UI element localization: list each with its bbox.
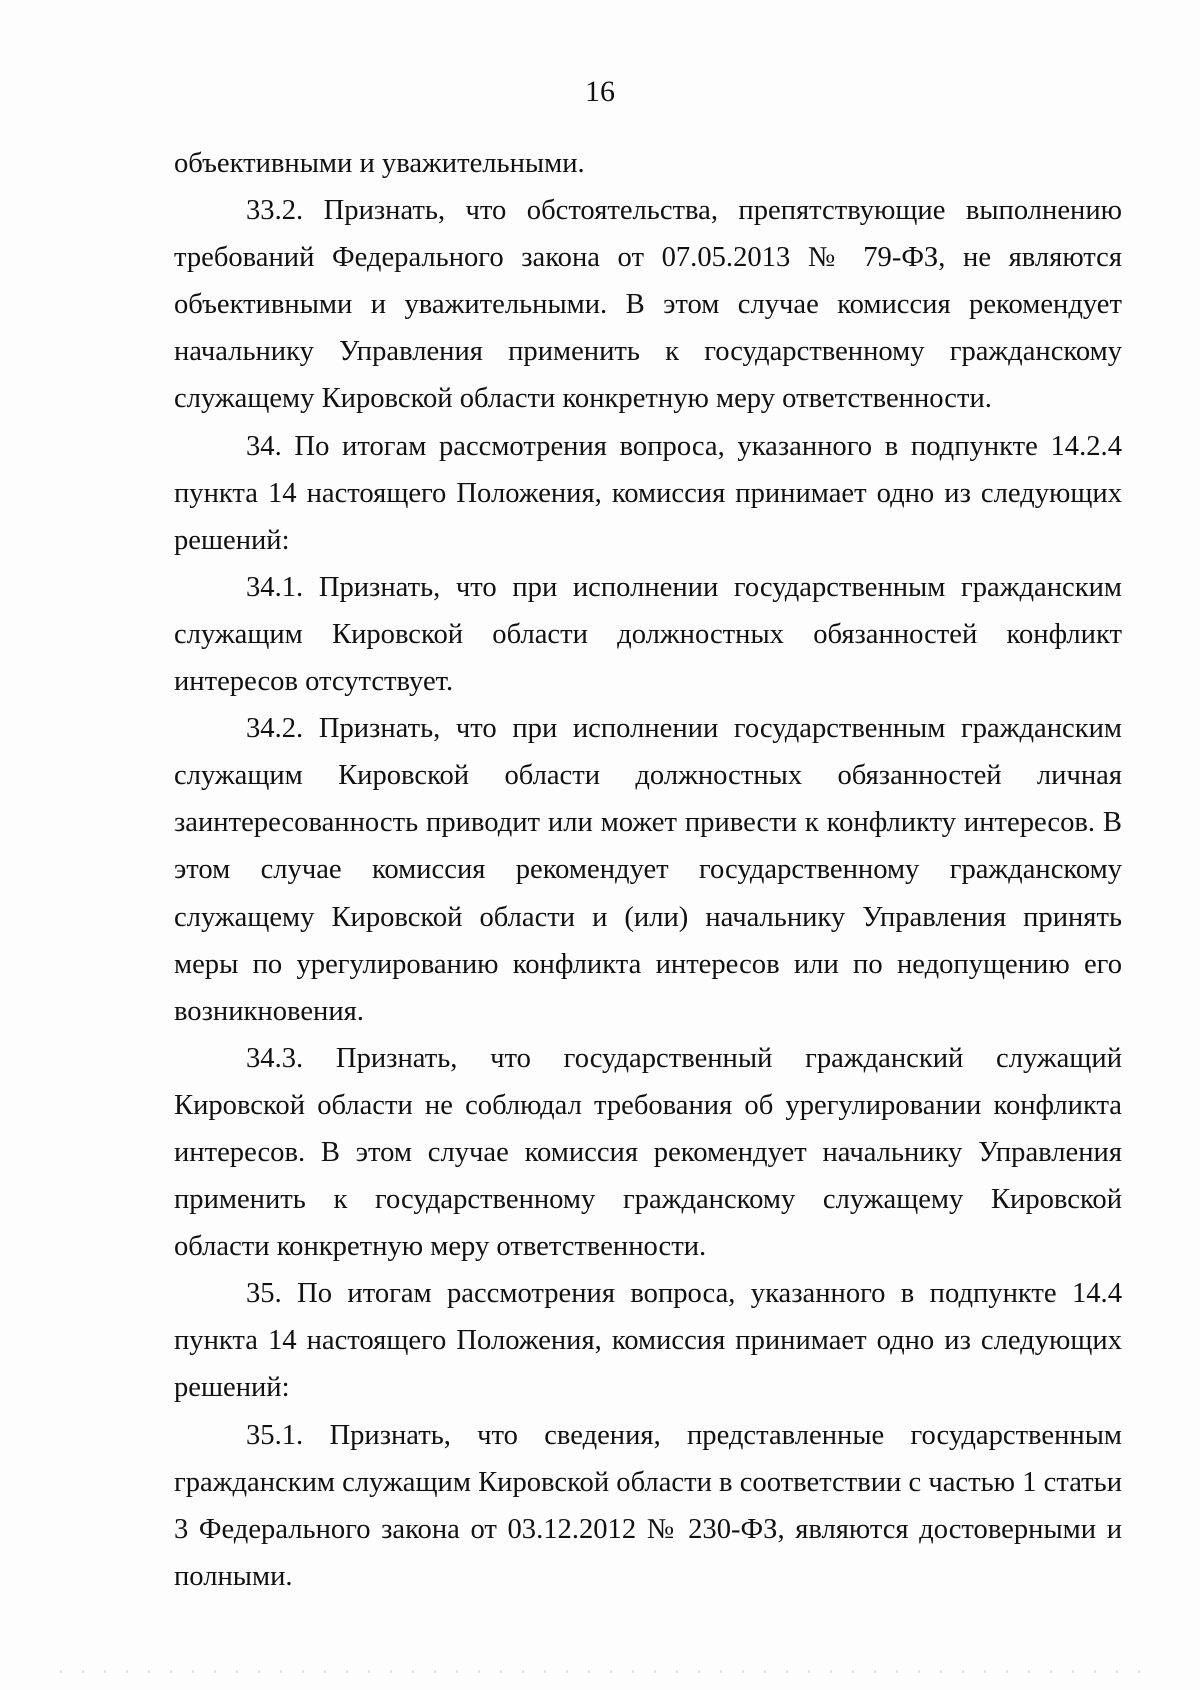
paragraph-35: 35. По итогам рассмотрения вопроса, указанного в подпункте 14.4 пункта 14 настоящего Положения, комиссия принимает одно из следующих решений: [174,1278,1122,1404]
paragraph-34-1: 34.1. Признать, что при исполнении государственным гражданским служащим Кировской области должностных обязанностей конфликт интересов отсутствует. [174,571,1122,698]
paragraph-34-2: 34.2. Признать, что при исполнении государственным гражданским служащим Кировской области должностных обязанностей личная заинтересованность приводит или может привести к конфликту интересов. В этом случае комиссия рекомендует государственному гражданскому служащему Кировской области и (или) начальнику Управления принять меры по урегулированию конфликта интересов или по недопущению его возникновения. [174,713,1122,1027]
paragraph-continuation: объективными и уважительными. [174,148,585,179]
page-number: 16 [585,75,615,108]
paragraph-33-2: 33.2. Признать, что обстоятельства, препятствующие выполнению требований Федерального закона от 07.05.2013 № 79-ФЗ, не являются объективными и уважительными. В этом случае комиссия рекомендует начальнику Управления применить к государственному гражданскому служащему Кировской области конкретную меру ответственности. [174,195,1122,415]
paragraph-34: 34. По итогам рассмотрения вопроса, указанного в подпункте 14.2.4 пункта 14 настоящего Положения, комиссия принимает одно из следующих решений: [174,430,1122,556]
document-body [174,140,1122,1600]
paragraph-34-3: 34.3. Признать, что государственный гражданский служащий Кировской области не соблюдал требования об урегулировании конфликта интересов. В этом случае комиссия рекомендует начальнику Управления применить к государственному гражданскому служащему Кировской области конкретную меру ответственности. [174,1042,1122,1263]
paragraph-35-1: 35.1. Признать, что сведения, представленные государственным гражданским служащим Кировской области в соответствии с частью 1 статьи 3 Федерального закона от 03.12.2012 № 230-ФЗ, являются достоверными и полными. [174,1419,1122,1592]
scan-edge-artifact [60,1670,1140,1673]
